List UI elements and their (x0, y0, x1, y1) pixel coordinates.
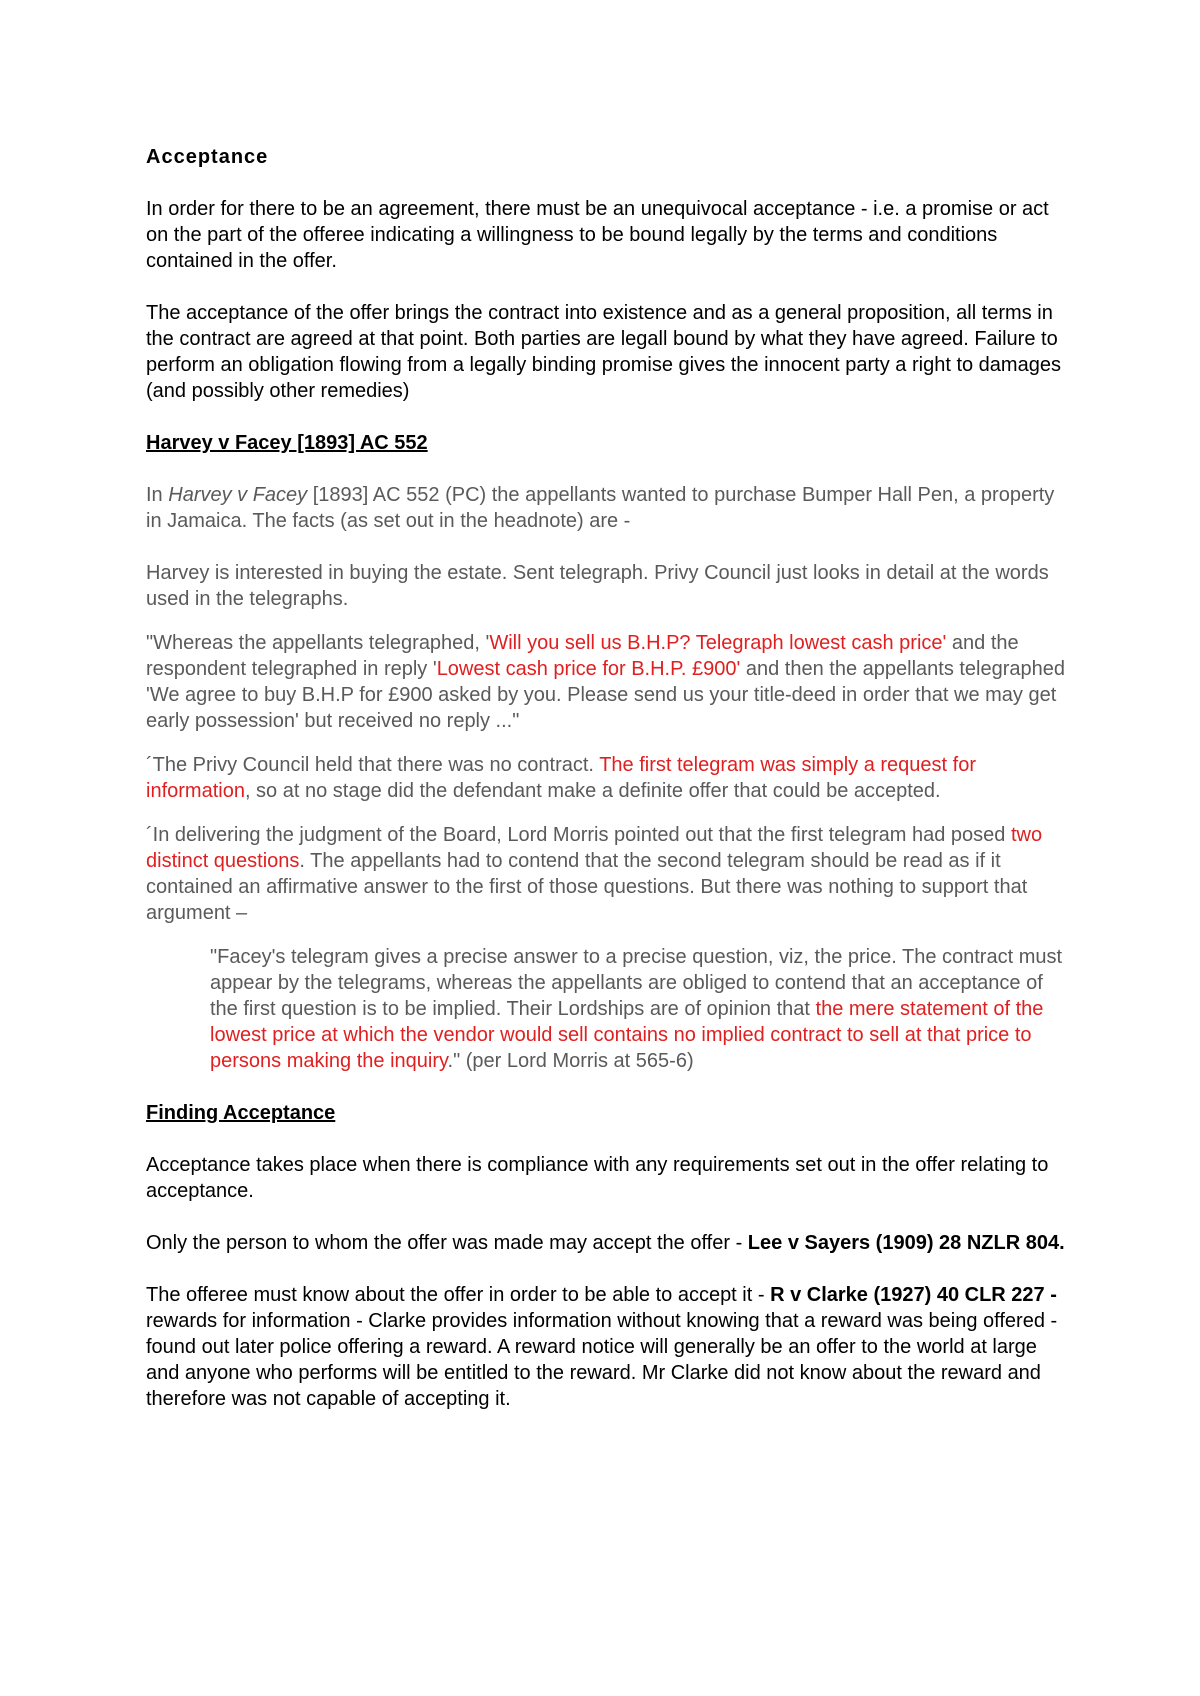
document-page (146, 144, 1066, 1438)
heading-finding-acceptance: Finding Acceptance (146, 1102, 336, 1124)
paragraph-harvey-intro: In Harvey v Facey [1893] AC 552 (PC) the appellants wanted to purchase Bumper Hall Pen, a property in Jamaica. The facts (as set out in the headnote) are - (146, 484, 1055, 532)
paragraph-lord-morris: ´In delivering the judgment of the Board, Lord Morris pointed out that the first telegram had posed two distinct questions. The appellants had to contend that the second telegram should be read as if it contained an affirmative answer to the first of those questions. But there was nothing to support that argument – (146, 824, 1043, 924)
heading-acceptance: Acceptance (146, 146, 269, 168)
highlight-telegram-2: Lowest cash price for B.H.P. £900' (436, 658, 741, 680)
highlight-telegram-1: Will you sell us B.H.P? Telegraph lowest cash price' (489, 632, 947, 654)
block-quote-lord-morris: "Facey's telegram gives a precise answer to a precise question, viz, the price. The contract must appear by the telegrams, whereas the appellants are obliged to contend that an acceptance of the first question is to be implied. Their Lordships are of opinion that the mere statement of the lowest price at which the vendor would sell contains no implied contract to sell at that price to persons making the inquiry." (per Lord Morris at 565-6) (210, 946, 1063, 1072)
highlight-two-questions: two distinct questions (146, 824, 1043, 872)
paragraph-compliance: Acceptance takes place when there is compliance with any requirements set out in the offer relating to acceptance. (146, 1154, 1049, 1202)
highlight-mere-statement: the mere statement of the lowest price at which the vendor would sell contains no implied contract to sell at that price to persons making the inquiry (210, 998, 1044, 1072)
paragraph-r-v-clarke: The offeree must know about the offer in order to be able to accept it - R v Clarke (1927) 40 CLR 227 - rewards for information - Clarke provides information without knowing that a reward was being offered - found out later police offering a reward. A reward notice will generally be an offer to the world at large and anyone who performs will be entitled to the reward. Mr Clarke did not know about the reward and therefore was not capable of accepting it. (146, 1284, 1058, 1410)
paragraph-effect: The acceptance of the offer brings the contract into existence and as a general proposition, all terms in the contract are agreed at that point. Both parties are legall bound by what they have agreed. Failure to perform an obligation flowing from a legally binding promise gives the innocent party a right to damages (and possibly other remedies) (146, 302, 1061, 402)
paragraph-harvey-summary: Harvey is interested in buying the estate. Sent telegraph. Privy Council just looks in detail at the words used in the telegraphs. (146, 562, 1049, 610)
highlight-request-for-information: The first telegram was simply a request for information (146, 754, 976, 802)
paragraph-definition: In order for there to be an agreement, there must be an unequivocal acceptance - i.e. a promise or act on the part of the offeree indicating a willingness to be bound legally by the terms and conditions contained in the offer. (146, 198, 1049, 272)
paragraph-lee-v-sayers: Only the person to whom the offer was made may accept the offer - Lee v Sayers (1909) 28 NZLR 804. (146, 1232, 1065, 1254)
case-citation-r-v-clarke: R v Clarke (1927) 40 CLR 227 - (770, 1284, 1057, 1306)
heading-harvey-v-facey: Harvey v Facey [1893] AC 552 (146, 432, 428, 454)
case-citation-lee-v-sayers: Lee v Sayers (1909) 28 NZLR 804. (747, 1232, 1065, 1254)
case-name: Harvey v Facey (168, 484, 308, 506)
paragraph-telegrams: "Whereas the appellants telegraphed, 'Will you sell us B.H.P? Telegraph lowest cash price' and the respondent telegraphed in reply 'Lowest cash price for B.H.P. £900' and then the appellants telegraphed 'We agree to buy B.H.P for £900 asked by you. Please send us your title-deed in order that we may get early possession' but received no reply ..." (146, 632, 1066, 732)
paragraph-privy-council-held: ´The Privy Council held that there was no contract. The first telegram was simply a request for information, so at no stage did the defendant make a definite offer that could be accepted. (146, 754, 976, 802)
